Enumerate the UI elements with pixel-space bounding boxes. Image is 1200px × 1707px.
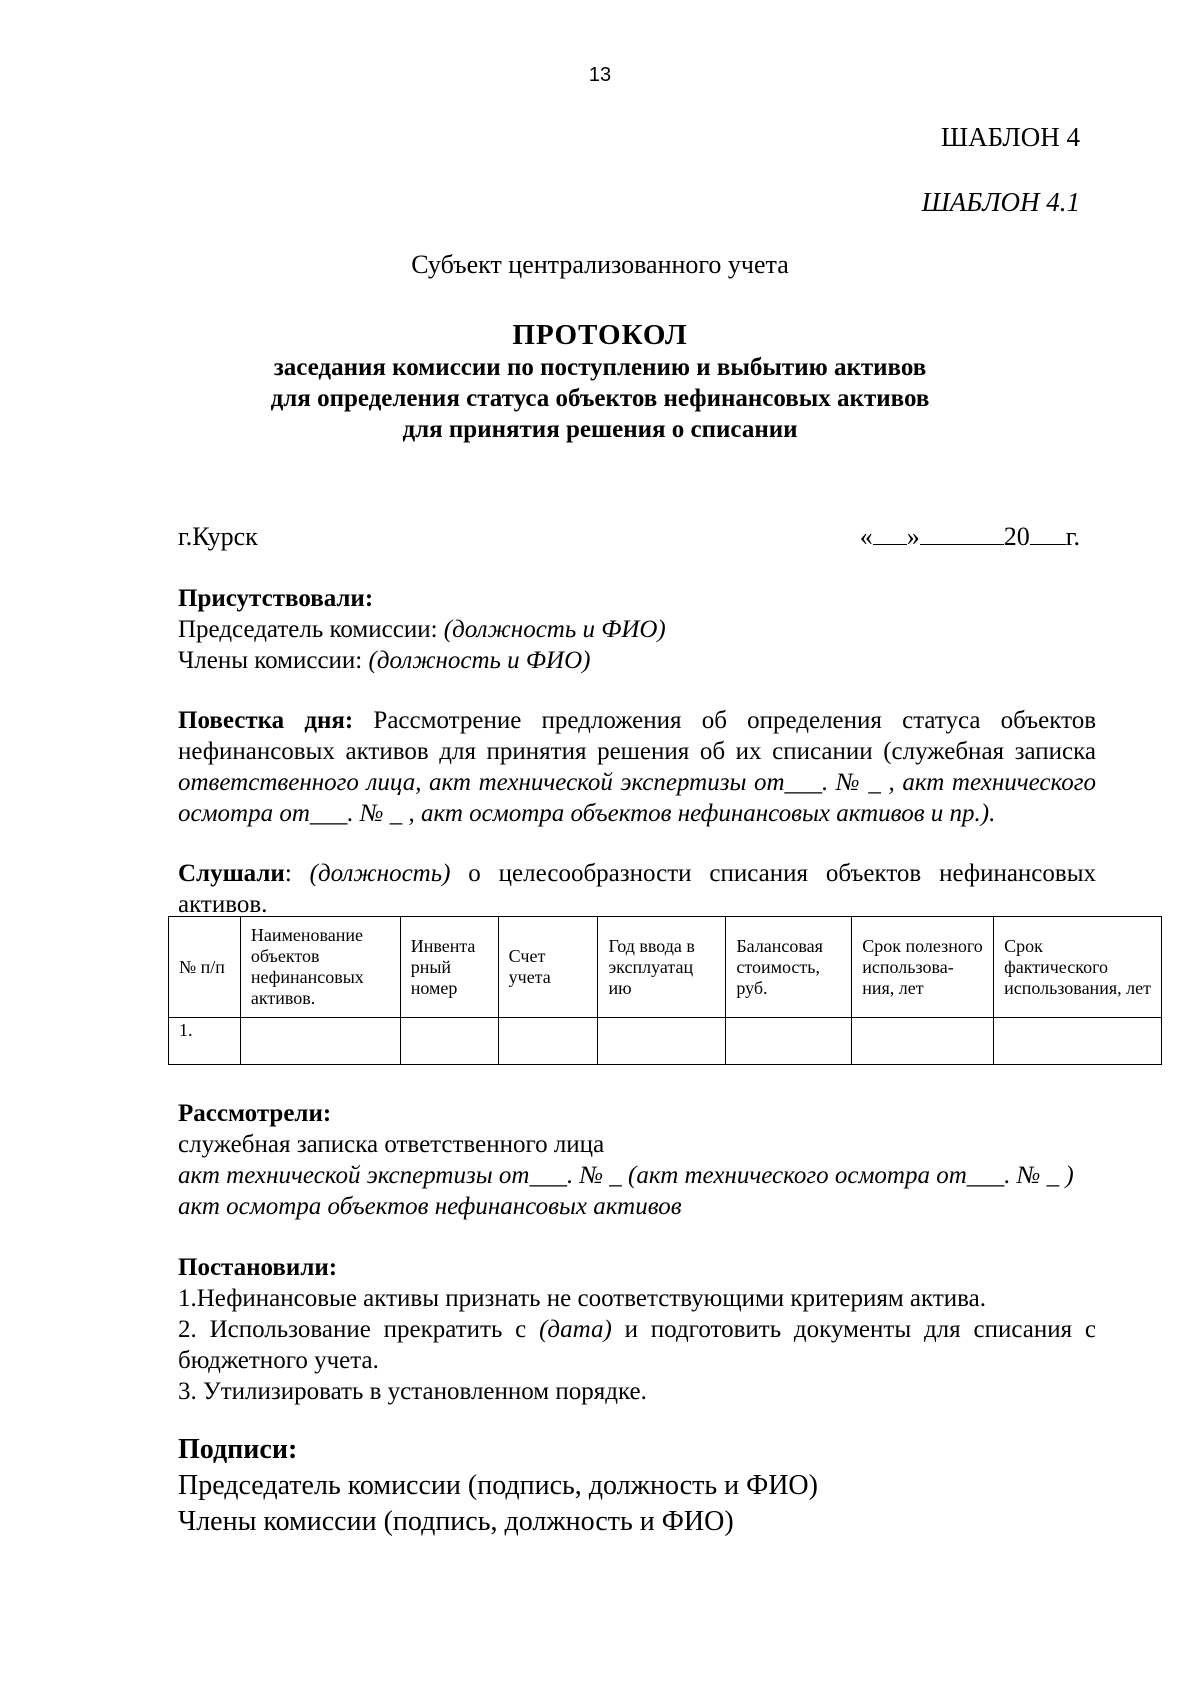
signatures-section xyxy=(178,1432,1096,1540)
heard-heading: Слушали xyxy=(178,860,285,887)
table-header-cell: Инвента рный номер xyxy=(400,917,498,1018)
table-cell xyxy=(498,1018,598,1065)
table-header-cell: Год ввода в эксплуатац ию xyxy=(598,917,726,1018)
date-year-suffix: г. xyxy=(1065,522,1080,551)
table-header-cell: Срок фактического использования, лет xyxy=(994,917,1162,1018)
decided-item-3: 3. Утилизировать в установленном порядке. xyxy=(178,1378,647,1405)
agenda-text: Рассмотрение предложения об определения статуса объектов нефинансовых активов для принятия решения об их списании (служебная записка xyxy=(178,707,1096,765)
considered-line-1: служебная записка ответственного лица xyxy=(178,1131,605,1158)
considered-line-3: акт осмотра объектов нефинансовых активов xyxy=(178,1193,682,1220)
table-cell xyxy=(994,1018,1162,1065)
decided-section xyxy=(178,1252,1096,1407)
table-row xyxy=(169,1018,1162,1065)
considered-section xyxy=(178,1098,1096,1222)
signature-chairman: Председатель комиссии (подпись, должность и ФИО) xyxy=(178,1470,818,1501)
considered-line-2: акт технической экспертизы от___. № _ (акт технического осмотра от___. № _ ) xyxy=(178,1162,1074,1189)
heard-paragraph: Слушали: (должность) о целесообразности списания объектов нефинансовых активов. xyxy=(178,860,1096,918)
table-cell xyxy=(726,1018,852,1065)
date-year-blank xyxy=(1030,522,1066,545)
decided-item-2: 2. Использование прекратить с (дата) и подготовить документы для списания с бюджетного учета. xyxy=(178,1316,1097,1374)
decided-heading: Постановили: xyxy=(178,1254,338,1281)
subtitle-line-1: заседания комиссии по поступлению и выбытию активов xyxy=(273,354,927,381)
date-month-blank xyxy=(920,522,1004,545)
considered-heading: Рассмотрели: xyxy=(178,1100,332,1127)
date-field xyxy=(860,522,1080,552)
table-header-cell: Балансовая стоимость, руб. xyxy=(726,917,852,1018)
subject-line: Субъект централизованного учета xyxy=(411,250,789,279)
agenda-heading: Повестка дня: xyxy=(178,707,354,734)
assets-table xyxy=(168,916,1162,1065)
document-title-block xyxy=(0,318,1200,445)
table-header-cell: Наименование объектов нефинансовых активов. xyxy=(240,917,400,1018)
page-number: 13 xyxy=(588,64,612,86)
present-section xyxy=(178,583,1096,676)
date-day-blank xyxy=(873,522,907,545)
table-header-cell: № п/п xyxy=(169,917,241,1018)
table-cell xyxy=(240,1018,400,1065)
date-close-quote: » xyxy=(906,522,920,551)
decided-item-1: 1.Нефинансовые активы признать не соответствующими критериям актива. xyxy=(178,1285,986,1312)
signatures-heading: Подписи: xyxy=(178,1434,298,1465)
heard-text: о целесообразности списания объектов нефинансовых активов. xyxy=(178,860,1096,918)
table-cell: 1. xyxy=(169,1018,241,1065)
agenda-italic: ответственного лица, акт технической экспертизы от___. № _ , акт технического осмотра от___. № _ , акт осмотра объектов нефинансовых активов и пр.). xyxy=(178,769,1096,827)
date-open-quote: « xyxy=(859,522,873,551)
table-cell xyxy=(598,1018,726,1065)
table-cell xyxy=(852,1018,994,1065)
template-label: ШАБЛОН 4 xyxy=(940,122,1080,152)
table-cell xyxy=(400,1018,498,1065)
subtitle-line-3: для принятия решения о списании xyxy=(402,416,798,443)
city: г.Курск xyxy=(178,522,258,551)
table-header-row xyxy=(169,917,1162,1018)
table-header-cell: Счет учета xyxy=(498,917,598,1018)
signature-members: Члены комиссии (подпись, должность и ФИО) xyxy=(178,1506,734,1537)
present-heading: Присутствовали: xyxy=(178,585,374,612)
present-members: Члены комиссии: (должность и ФИО) xyxy=(178,647,591,674)
document-title: ПРОТОКОЛ xyxy=(512,319,688,351)
date-year-prefix: 20 xyxy=(1003,522,1030,551)
table-header-cell: Срок полезного использова-ния, лет xyxy=(852,917,994,1018)
template-sublabel: ШАБЛОН 4.1 xyxy=(921,187,1080,217)
agenda-paragraph xyxy=(178,705,1096,829)
heard-italic: (должность) xyxy=(309,860,451,887)
subtitle-line-2: для определения статуса объектов нефинансовых активов xyxy=(270,385,930,412)
present-chairman: Председатель комиссии: (должность и ФИО) xyxy=(178,616,666,643)
